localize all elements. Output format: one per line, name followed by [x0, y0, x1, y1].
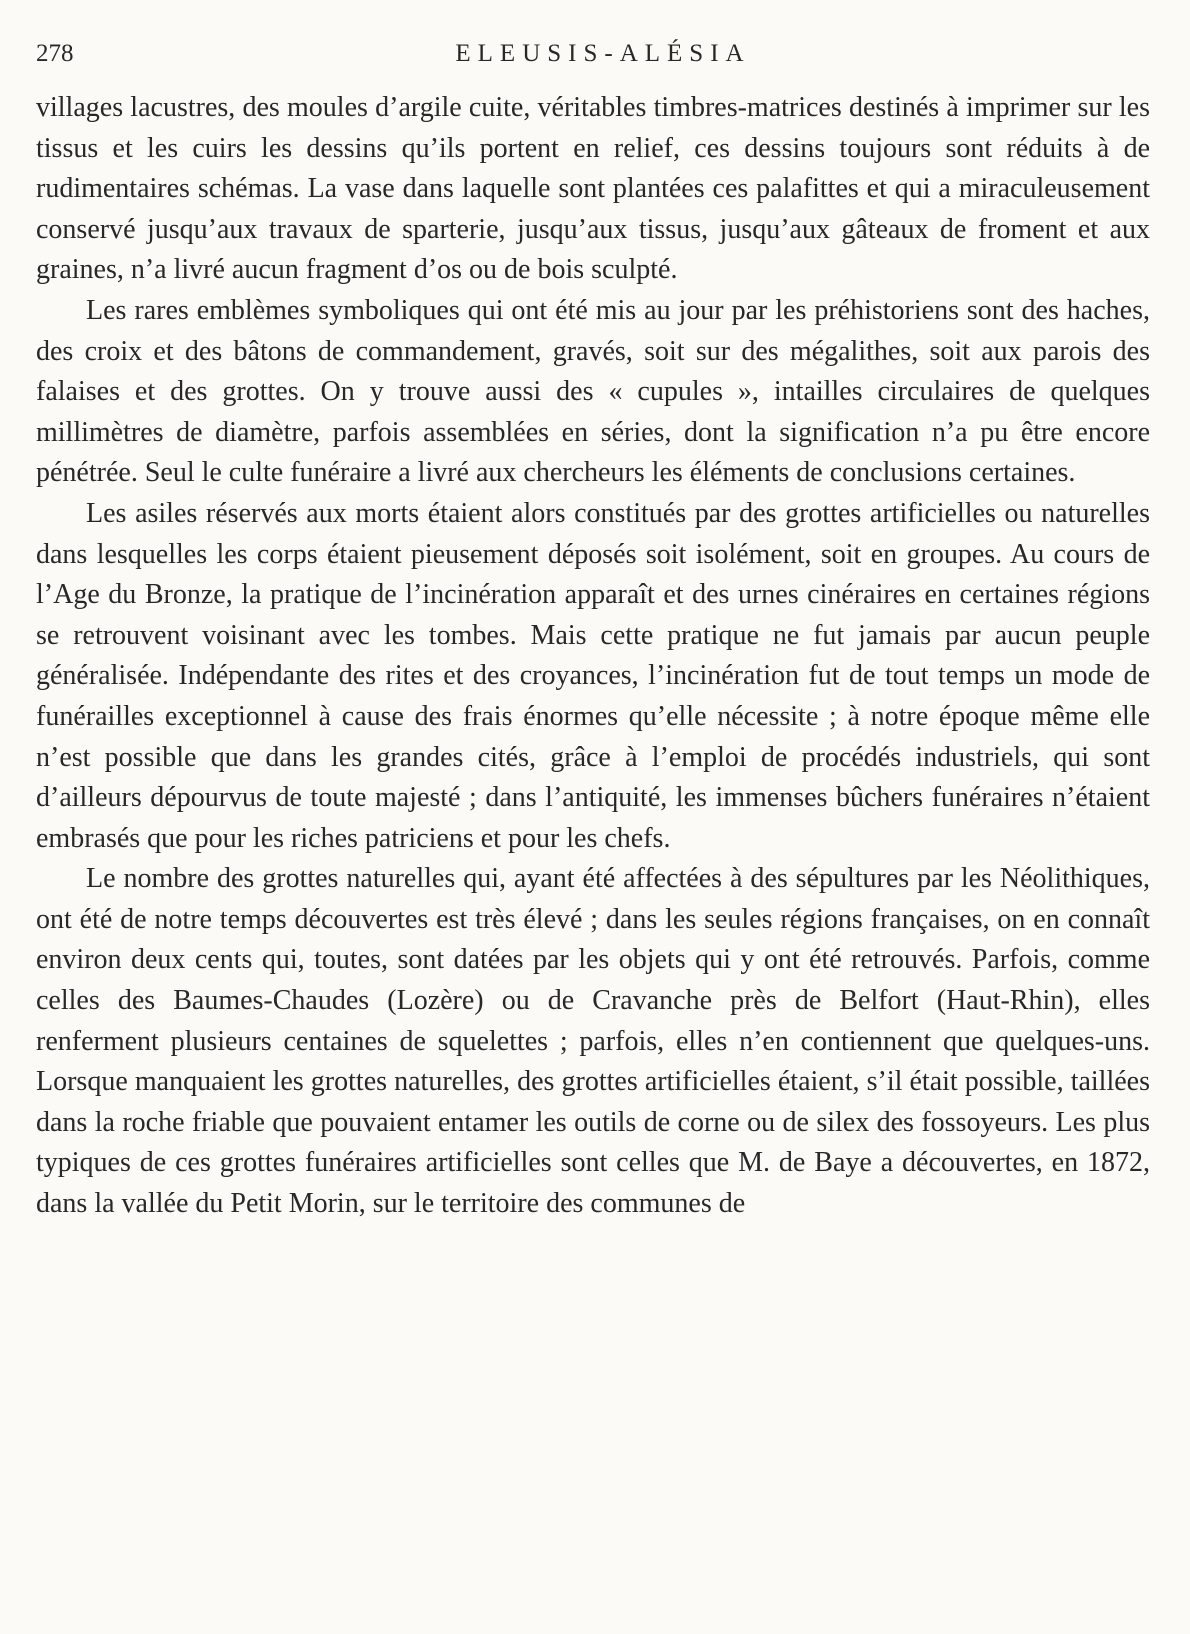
book-page [36, 34, 1150, 1225]
running-head [36, 34, 1150, 74]
page-number: 278 [36, 40, 74, 67]
body-text [36, 88, 1150, 1225]
paragraph-continued: villages lacustres, des moules d’argile cuite, véritables timbres-matrices destinés à imprimer sur les tissus et les cuirs les dessins qu’ils portent en relief, ces dessins toujours sont réduits à de rudimentaires schémas. La vase dans laquelle sont plantées ces palafittes et qui a miraculeusement conservé jusqu’aux travaux de sparterie, jusqu’aux tissus, jusqu’aux gâteaux de froment et aux graines, n’a livré aucun fragment d’os ou de bois sculpté. [36, 92, 1150, 286]
paragraph-symbolic-emblems: Les rares emblèmes symboliques qui ont été mis au jour par les préhistoriens sont des haches, des croix et des bâtons de commandement, gravés, soit sur des mégalithes, soit aux parois des falaises et des grottes. On y trouve aussi des « cupules », intailles circulaires de quelques millimètres de diamètre, parfois assemblées en séries, dont la signification n’a pu être encore pénétrée. Seul le culte funéraire a livré aux chercheurs les éléments de conclusions certaines. [36, 294, 1150, 489]
running-title: ELEUSIS-ALÉSIA [455, 40, 751, 67]
paragraph-burial-asylums: Les asiles réservés aux morts étaient alors constitués par des grottes artificielles ou naturelles dans lesquelles les corps étaient pieusement déposés soit isolément, soit en groupes. Au cours de l’Age du Bronze, la pratique de l’incinération apparaît et des urnes cinéraires en certaines régions se retrouvent voisinant avec les tombes. Mais cette pratique ne fut jamais par aucun peuple généralisée. Indépendante des rites et des croyances, l’incinération fut de tout temps un mode de funérailles exceptionnel à cause des frais énormes qu’elle nécessite ; à notre époque même elle n’est possible que dans les grandes cités, grâce à l’emploi de procédés industriels, qui sont d’ailleurs dépourvus de toute majesté ; dans l’antiquité, les immenses bûchers funéraires n’étaient embrasés que pour les riches patriciens et pour les chefs. [36, 497, 1150, 854]
paragraph-natural-grottoes: Le nombre des grottes naturelles qui, ayant été affectées à des sépultures par les Néolithiques, ont été de notre temps découvertes est très élevé ; dans les seules régions françaises, on en connaît environ deux cents qui, toutes, sont datées par les objets qui y ont été retrouvés. Parfois, comme celles des Baumes-Chaudes (Lozère) ou de Cravanche près de Belfort (Haut-Rhin), elles renferment plusieurs centaines de squelettes ; parfois, elles n’en contiennent que quelques-uns. Lorsque manquaient les grottes naturelles, des grottes artificielles étaient, s’il était possible, taillées dans la roche friable que pouvaient entamer les outils de corne ou de silex des fossoyeurs. Les plus typiques de ces grottes funéraires artificielles sont celles que M. de Baye a découvertes, en 1872, dans la vallée du Petit Morin, sur le territoire des communes de [36, 863, 1150, 1220]
